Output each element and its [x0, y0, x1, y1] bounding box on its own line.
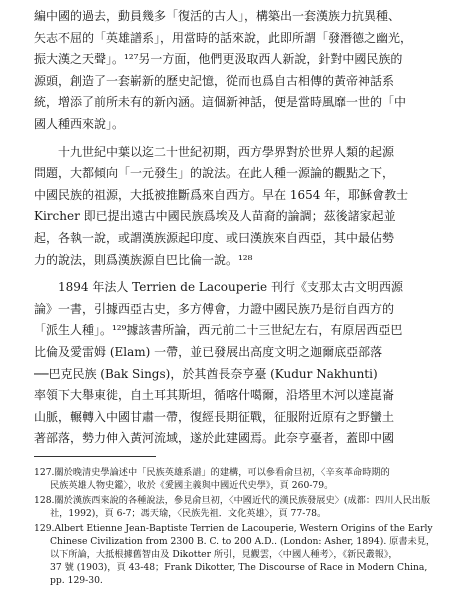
body-line: ──巴克民族 (Bak Sings)，於其酋長奈亨臺 (Kudur Nakhunti)	[34, 366, 378, 381]
footnote-line: 社，1992)，頁 6-7；馮天瑜，〈民族先祖．文化英雄〉，頁 77-78。	[50, 508, 327, 519]
body-line: 著部落，勢力伸入黃河流域，遂於此建國焉。此奈亨臺者，蓋即中國	[34, 431, 395, 446]
body-line: 1894 年法人 Terrien de Lacouperie 刊行《支那太古文明西源	[34, 280, 403, 295]
footnote-divider	[34, 456, 156, 457]
footnotes	[34, 466, 444, 587]
footnote-line: 以下所論，大抵根據舊智由及 Dikotter 所引，見觀雲，〈中國人種考〉，《新民叢報》，	[50, 549, 398, 560]
body-line: 矢志不屈的「英雄譜系」，用當時的話來說，此即所謂「發潛德之幽光，	[34, 30, 413, 45]
footnote-127	[34, 466, 444, 492]
body-text	[34, 6, 442, 450]
body-line: 山脈，輾轉入中國甘肅一帶，復經長期征戰，征服附近原有之野蠻土	[34, 409, 395, 424]
body-line: 國人種西來說」。	[34, 116, 125, 131]
footnote-129	[34, 522, 444, 587]
body-line: 「派生人種」。¹²⁹據該書所論，西元前二十三世紀左右，有原居西亞巴	[34, 323, 403, 338]
footnote-line: 129.Albert Etienne Jean-Baptiste Terrien de Lacouperie, Western Origins of the Early	[34, 523, 433, 534]
body-line: Kircher 即已提出遠古中國民族爲埃及人苗裔的論調；茲後諸家起並	[34, 209, 396, 224]
body-line: 編中國的過去，動員幾多「復活的古人」，構築出一套漢族力抗異種、	[34, 9, 401, 23]
footnote-128	[34, 494, 444, 520]
body-line: 率領下大舉東徙，自土耳其斯坦，循喀什噶爾，沿塔里木河以達崑崙	[34, 388, 395, 403]
footnote-line: 127.關於晚清史學論述中「民族英雄系譜」的建構，可以參看俞旦初，〈辛亥革命時期的	[34, 467, 390, 478]
body-line: 問題，大都傾向「一元發生」的說法。在此人種一源論的觀點之下，	[34, 166, 395, 181]
body-line: 中國民族的祖源，大抵被推斷爲來自西方。早在 1654 年，耶穌會教士	[34, 187, 409, 202]
body-line: 源頭，創造了一套嶄新的歷史記憶，從而也爲自古相傳的黃帝神話系	[34, 73, 395, 88]
footnote-line: 37 號 (1903)，頁 43-48；Frank Dikotter, The Discourse of Race in Modern China,	[50, 562, 428, 573]
body-line: 起，各執一說，或謂漢族源起印度、或曰漢族來自西亞，其中最佔勢	[34, 230, 395, 245]
body-line: 統，增添了前所未有的新內涵。這個新神話，便是當時風靡一世的「中	[34, 95, 407, 110]
footnote-line: pp. 129-30.	[50, 575, 103, 586]
footnote-line: 128.關於漢族西來說的各種說法，參見俞旦初，〈中國近代的漢民族發展史〉(成都：四川人民出版	[34, 495, 431, 506]
body-line: 十九世紀中葉以迄二十世紀初期，西方學界對於世界人類的起源	[34, 144, 395, 159]
footnote-line: 民族英雄人物史鑑〉，收於《愛國主義與中國近代史學》，頁 260-79。	[50, 480, 334, 491]
footnote-line: Chinese Civilization from 2300 B. C. to 200 A.D.. (London: Asher, 1894). 原書未見，	[50, 536, 436, 547]
body-line: 比倫及愛雷姆 (Elam) 一帶，並已發展出高度文明之迦爾底亞部落	[34, 344, 383, 359]
body-line: 力的說法，則爲漢族源自巴比倫一說。¹²⁸	[34, 252, 253, 267]
body-line: 論》一書，引據西亞古史，多方傅會，力證中國民族乃是衍自西方的	[34, 301, 395, 316]
body-line: 振大漢之天聲」。¹²⁷另一方面，他們更汲取西人新說，針對中國民族的	[34, 52, 403, 67]
